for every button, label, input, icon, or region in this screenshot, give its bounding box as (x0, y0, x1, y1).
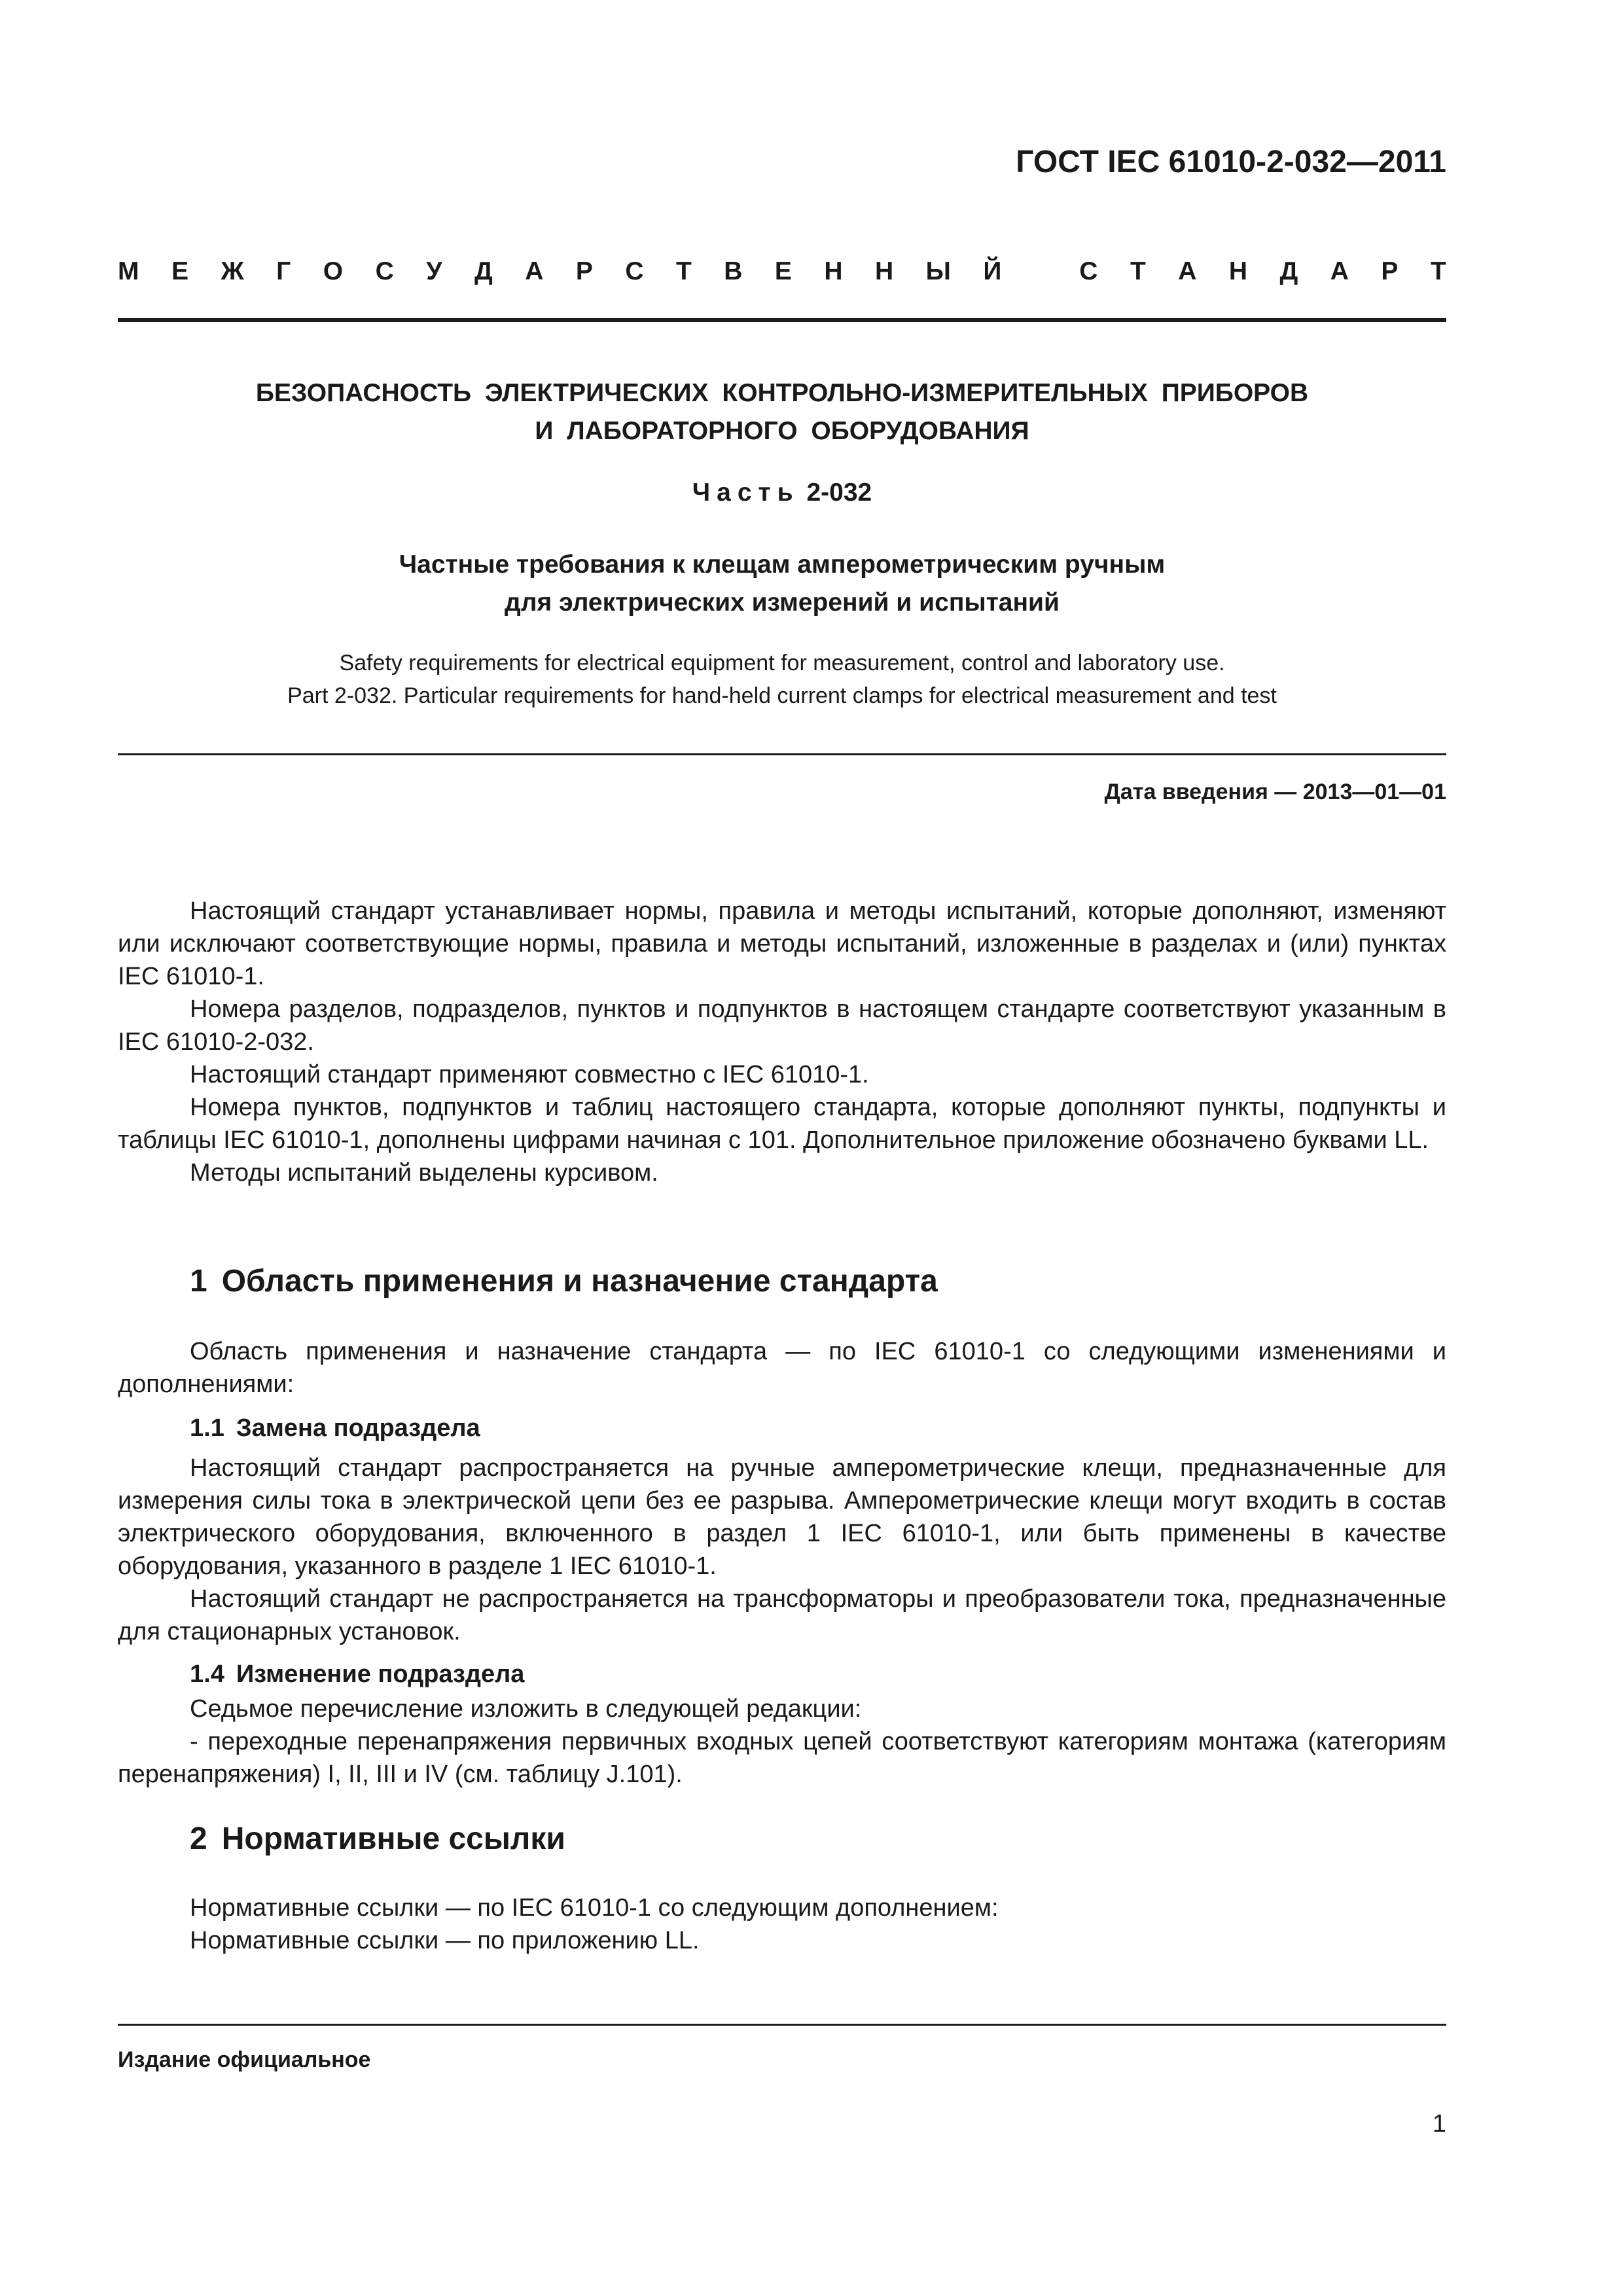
section-paragraph: Область применения и назначение стандарта — по IEC 61010-1 со следующими изменениями и дополнениями: (118, 1338, 1446, 1398)
section-paragraph: Настоящий стандарт не распространяется на трансформаторы и преобразователи тока, предназначенные для стационарных установок. (118, 1585, 1446, 1645)
section-title: Область применения и назначение стандарта (221, 1264, 938, 1299)
document-number: ГОСТ IEC 61010-2-032—2011 (1016, 145, 1446, 179)
footer-rule (118, 2024, 1446, 2026)
banner-letter: Д (474, 257, 493, 285)
title-line-1: БЕЗОПАСНОСТЬ ЭЛЕКТРИЧЕСКИХ КОНТРОЛЬНО-ИЗМЕРИТЕЛЬНЫХ ПРИБОРОВ (255, 379, 1309, 407)
banner-letter: Т (1430, 257, 1446, 285)
banner-letter: Ы (925, 257, 951, 285)
preamble-paragraph: Настоящий стандарт устанавливает нормы, правила и методы испытаний, которые дополняют, изменяют или исключают соответствующие нормы, правила и методы испытаний, изложенные в разделах и (или) пунктах IEC 61010-1. (118, 897, 1446, 990)
part-heading (118, 476, 1446, 509)
banner-letter: М (118, 257, 139, 285)
banner-letter: А (1178, 257, 1197, 285)
subsection-1-4-heading (190, 1658, 524, 1691)
document-subtitle (118, 546, 1446, 622)
preamble-paragraph: Номера пунктов, подпунктов и таблиц настоящего стандарта, которые дополняют пункты, подпункты и таблицы IEC 61010-1, дополнены цифрами начиная с 101. Дополнительное приложение обозначено буквами LL. (118, 1094, 1446, 1154)
banner-letter: Д (1279, 257, 1298, 285)
banner-letter: О (323, 257, 344, 285)
subsection-title: Изменение подраздела (236, 1660, 525, 1688)
banner-letter: Ж (221, 257, 244, 285)
subtitle-line-2: для электрических измерений и испытаний (504, 588, 1060, 617)
preamble (118, 895, 1446, 1189)
section-1-heading (190, 1262, 938, 1301)
section-number: 2 (190, 1821, 207, 1856)
banner-letter: А (1330, 257, 1349, 285)
banner-letter: У (426, 257, 442, 285)
introduction-date: Дата введения — 2013—01—01 (1104, 780, 1446, 804)
banner-letter: Н (824, 257, 843, 285)
preamble-paragraph: Настоящий стандарт применяют совместно с IEC 61010-1. (190, 1061, 869, 1088)
banner-letter: Р (575, 257, 593, 285)
section-paragraph: Нормативные ссылки — по IEC 61010-1 со следующим дополнением: (190, 1894, 999, 1922)
banner-letter: Н (875, 257, 894, 285)
banner-letter: Н (1228, 257, 1248, 285)
banner-letter: В (724, 257, 743, 285)
section-paragraph: Седьмое перечисление изложить в следующей редакции: (190, 1695, 862, 1723)
banner-letter: Е (774, 257, 792, 285)
header-rule (118, 318, 1446, 322)
banner-letter: Г (276, 257, 291, 285)
subsection-1-4-body (118, 1693, 1446, 1791)
part-word: Часть (692, 478, 800, 507)
section-title: Нормативные ссылки (221, 1821, 565, 1856)
section-paragraph: Настоящий стандарт распространяется на ручные амперометрические клещи, предназначенные для измерения силы тока в электрической цепи без ее разрыва. Амперометрические клещи могут входить в состав электрического оборудования, включенного в раздел 1 IEC 61010-1, или быть применены в качестве оборудования, указанного в разделе 1 IEC 61010-1. (118, 1454, 1446, 1580)
english-title (118, 647, 1446, 712)
subsection-1-1-body (118, 1452, 1446, 1648)
preamble-paragraph: Номера разделов, подразделов, пунктов и подпунктов в настоящем стандарте соответствуют указанным в IEC 61010-2-032. (118, 996, 1446, 1056)
banner-letter: Р (1381, 257, 1399, 285)
section-number: 1 (190, 1264, 207, 1299)
english-title-line-2: Part 2-032. Particular requirements for hand-held current clamps for electrical measurement and test (287, 683, 1277, 708)
list-item: - переходные перенапряжения первичных входных цепей соответствуют категориям монтажа (категориям перенапряжения) I, II, III и IV (см. таблицу J.101). (118, 1728, 1446, 1788)
banner-letter: Й (983, 257, 1002, 285)
subsection-number: 1.1 (190, 1414, 224, 1442)
section-paragraph: Нормативные ссылки — по приложению LL. (190, 1927, 700, 1954)
banner-letter: С (1079, 257, 1098, 285)
banner-letter: Е (171, 257, 188, 285)
part-number: 2-032 (806, 478, 872, 507)
section-2-body (118, 1892, 1446, 1957)
official-edition-label: Издание официальное (118, 2047, 371, 2072)
subtitle-line-1: Частные требования к клещам амперометрическим ручным (399, 550, 1166, 579)
title-rule (118, 753, 1446, 755)
subsection-number: 1.4 (190, 1660, 224, 1688)
banner-letter: А (525, 257, 544, 285)
preamble-paragraph: Методы испытаний выделены курсивом. (190, 1159, 658, 1187)
section-2-heading (190, 1820, 565, 1859)
subsection-1-1-heading (190, 1412, 480, 1444)
banner-letter (1034, 255, 1047, 288)
banner-letter: Т (675, 257, 692, 285)
banner-letter: С (625, 257, 644, 285)
section-1-intro (118, 1335, 1446, 1401)
standard-type-banner (118, 255, 1446, 288)
title-line-2: И ЛАБОРАТОРНОГО ОБОРУДОВАНИЯ (535, 417, 1029, 445)
subsection-title: Замена подраздела (236, 1414, 480, 1442)
english-title-line-1: Safety requirements for electrical equipment for measurement, control and laboratory use. (339, 651, 1225, 675)
banner-letter: Т (1130, 257, 1146, 285)
document-title (118, 374, 1446, 450)
page-number: 1 (1432, 2110, 1446, 2138)
banner-letter: С (375, 257, 394, 285)
